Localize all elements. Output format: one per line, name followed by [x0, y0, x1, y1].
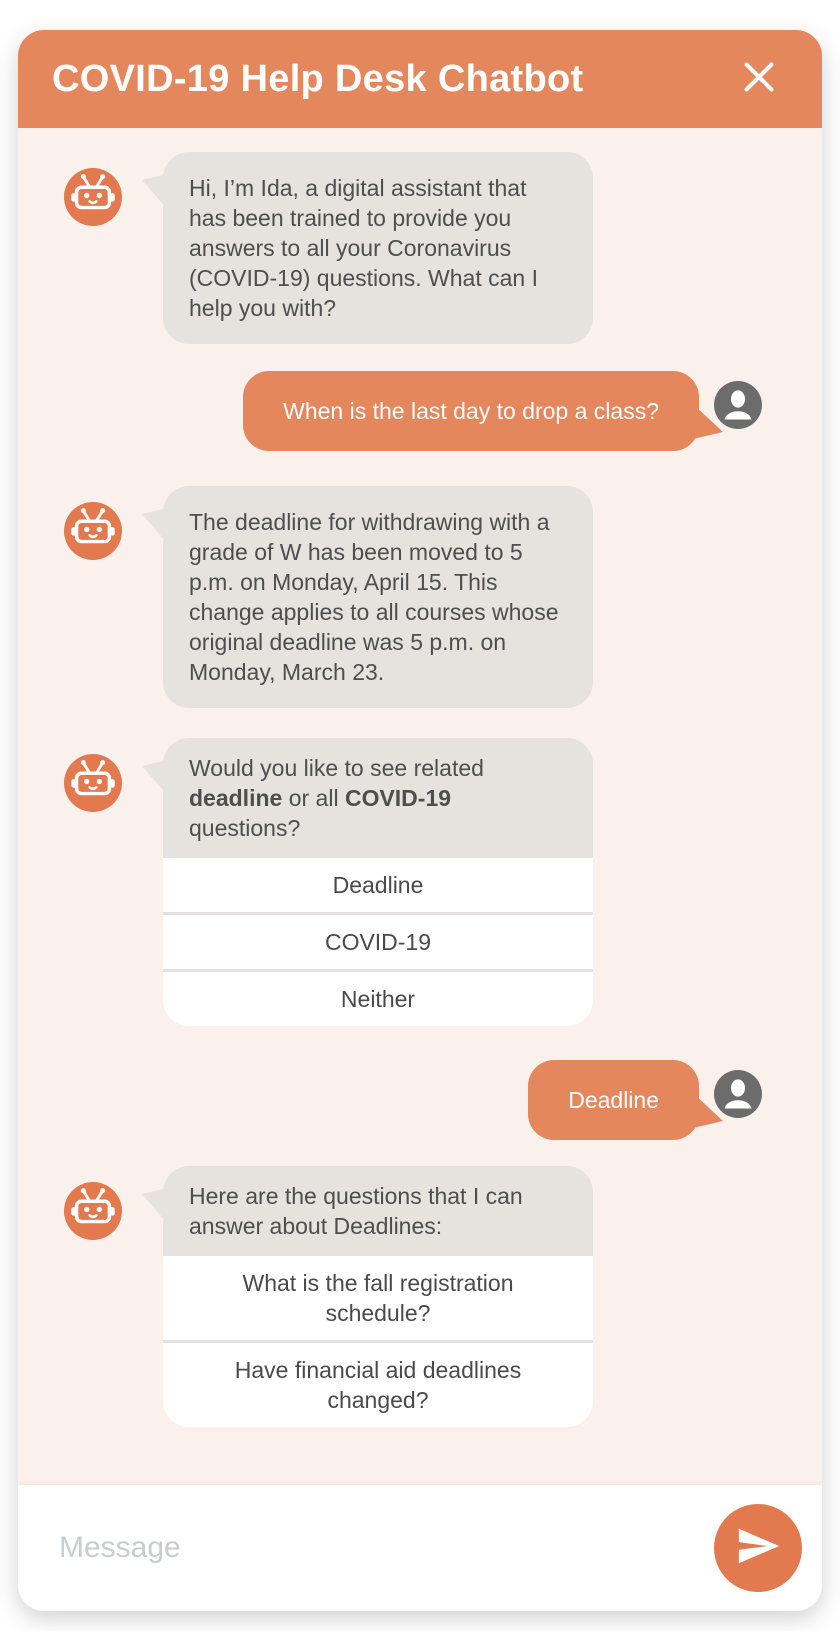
quick-reply-covid19[interactable]: COVID-19	[163, 912, 593, 969]
chatbot-window	[18, 30, 822, 1611]
question-option-financial-aid[interactable]: Have financial aid deadlines changed?	[163, 1340, 593, 1427]
bot-message-row	[18, 486, 822, 708]
message-text-bold: COVID-19	[344, 785, 452, 811]
user-message-row	[18, 371, 822, 451]
bot-avatar	[64, 1182, 122, 1240]
bot-message-row	[18, 152, 822, 344]
send-button[interactable]	[714, 1504, 802, 1592]
robot-icon	[64, 166, 122, 229]
bot-avatar	[64, 754, 122, 812]
header-bar	[18, 30, 822, 128]
message-input[interactable]	[59, 1485, 702, 1611]
message-text: questions?	[189, 815, 301, 841]
user-message-bubble: Deadline	[528, 1060, 699, 1140]
user-message-row	[18, 1060, 822, 1140]
send-arrow-icon	[735, 1523, 781, 1574]
bot-message-row	[18, 1166, 822, 1427]
page-title: COVID-19 Help Desk Chatbot	[52, 57, 584, 100]
bot-message-bubble: The deadline for withdrawing with a grade of W has been moved to 5 p.m. on Monday, April 15. This change applies to all courses whose original deadline was 5 p.m. on Monday, March 23.	[163, 486, 593, 708]
message-text-bold: deadline	[189, 785, 283, 811]
close-button[interactable]	[734, 54, 784, 104]
message-list	[18, 128, 822, 1485]
bot-message-bubble	[163, 738, 593, 858]
bot-message-bubble: Here are the questions that I can answer about Deadlines:	[163, 1166, 593, 1256]
robot-icon	[64, 1180, 122, 1243]
robot-icon	[64, 752, 122, 815]
bot-avatar	[64, 502, 122, 560]
robot-icon	[64, 500, 122, 563]
message-text: Would you like to see related	[189, 755, 484, 781]
question-option-fall-registration[interactable]: What is the fall registration schedule?	[163, 1256, 593, 1340]
message-text: or all	[282, 785, 345, 811]
message-composer	[18, 1485, 822, 1611]
quick-reply-deadline[interactable]: Deadline	[163, 858, 593, 912]
close-icon	[736, 54, 782, 105]
bot-message-with-options	[163, 738, 593, 1026]
bot-message-bubble: Hi, I’m Ida, a digital assistant that has been trained to provide you answers to all your Coronavirus (COVID-19) questions. What can I help you with?	[163, 152, 593, 344]
bot-avatar	[64, 168, 122, 226]
quick-reply-neither[interactable]: Neither	[163, 969, 593, 1026]
bot-message-row	[18, 738, 822, 1026]
user-message-bubble: When is the last day to drop a class?	[243, 371, 699, 451]
bot-message-with-options	[163, 1166, 593, 1427]
